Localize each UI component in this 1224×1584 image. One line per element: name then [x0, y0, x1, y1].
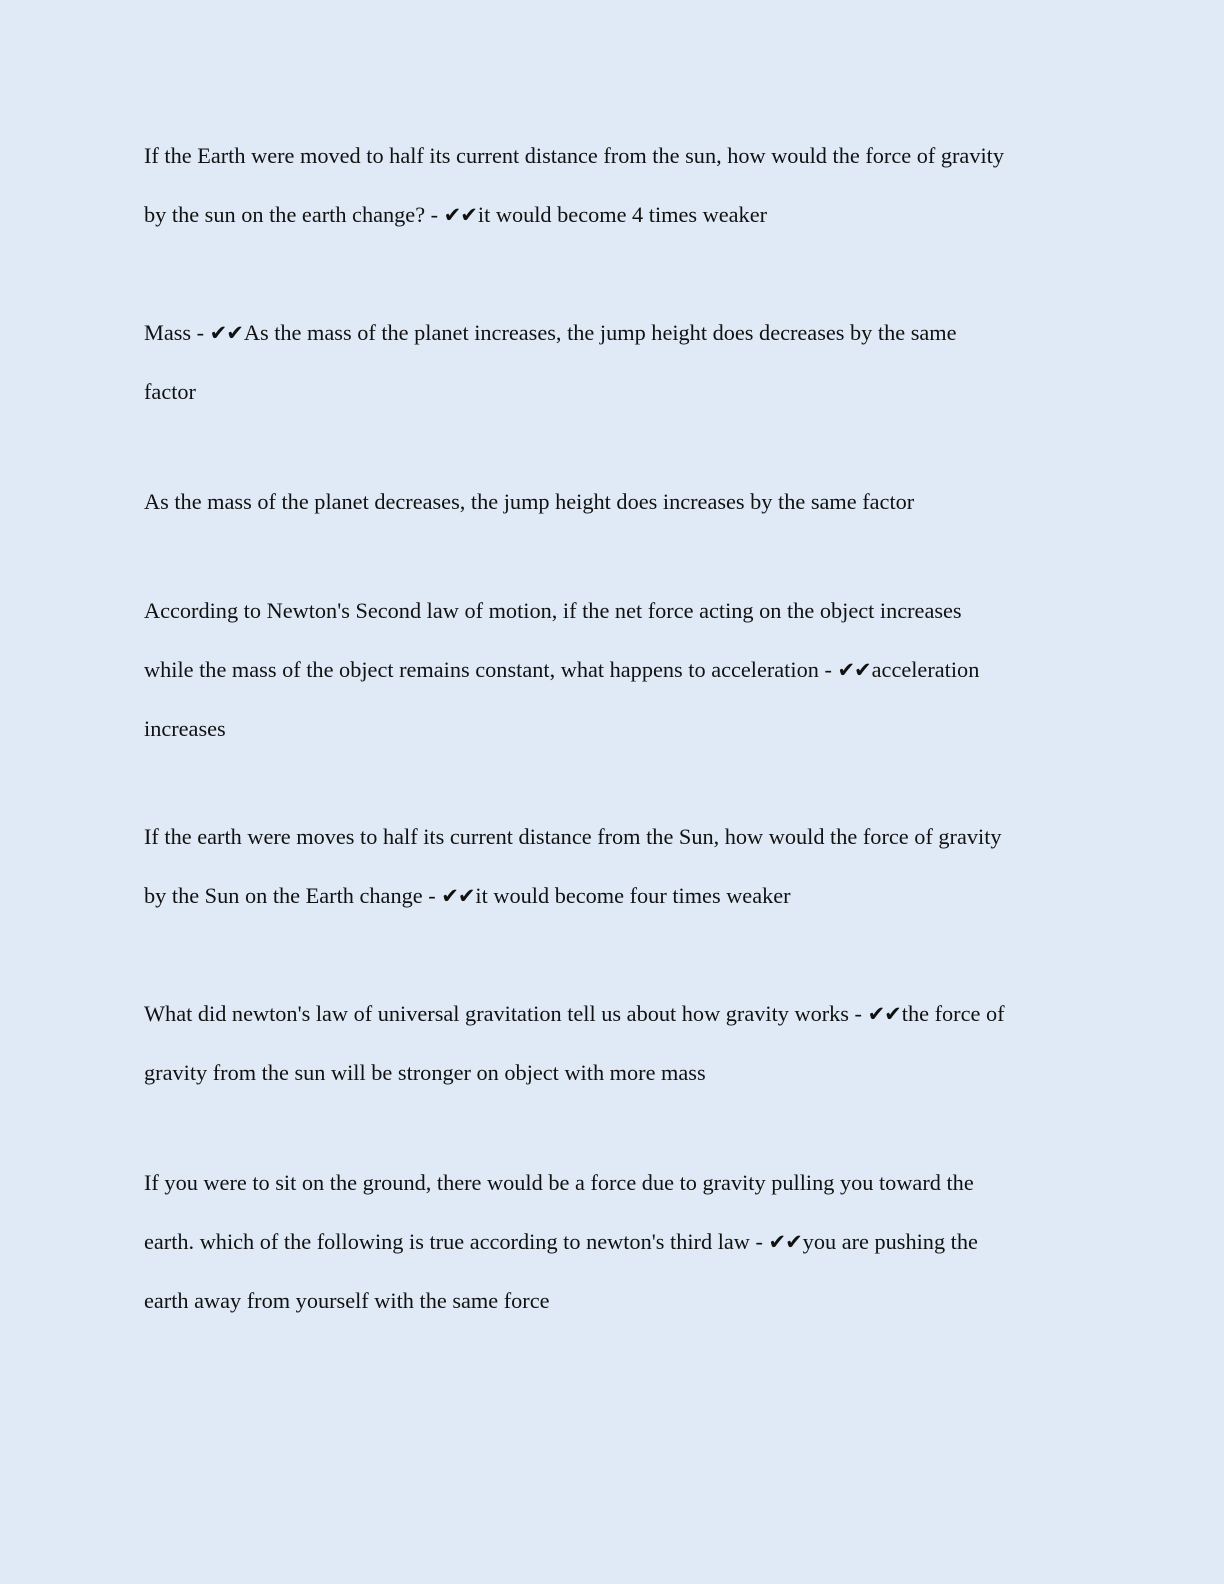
question-text: by the Sun on the Earth change - [144, 883, 442, 908]
text: gravity from the sun will be stronger on object with more mass [144, 1060, 706, 1085]
double-check-icon: ✔✔ [443, 203, 477, 227]
text: increases [144, 716, 226, 741]
text: As the mass of the planet decreases, the jump height does increases by the same factor [144, 489, 915, 514]
answer-text: it would become four times weaker [475, 883, 791, 908]
question-text: Mass - [144, 320, 210, 345]
question-text: while the mass of the object remains constant, what happens to acceleration - [144, 657, 838, 682]
qa-4-line-3 [144, 715, 226, 743]
qa-5-line-2 [144, 882, 791, 910]
qa-6-line-1 [144, 1000, 1005, 1028]
text: If the earth were moves to half its current distance from the Sun, how would the force of gravity [144, 824, 1002, 849]
qa-3-line-1 [144, 488, 914, 516]
answer-text: it would become 4 times weaker [477, 202, 768, 227]
answer-text: As the mass of the planet increases, the jump height does decreases by the same [243, 320, 957, 345]
qa-2-line-2 [144, 378, 196, 406]
double-check-icon: ✔✔ [837, 658, 871, 682]
qa-7-line-1 [144, 1169, 974, 1197]
answer-text: the force of [901, 1001, 1005, 1026]
text: earth away from yourself with the same force [144, 1288, 550, 1313]
question-text: earth. which of the following is true according to newton's third law - [144, 1229, 769, 1254]
double-check-icon: ✔✔ [867, 1002, 901, 1026]
answer-text: you are pushing the [802, 1229, 978, 1254]
double-check-icon: ✔✔ [441, 884, 475, 908]
text: factor [144, 379, 196, 404]
qa-1-question-line-1 [144, 142, 1004, 170]
text: If the Earth were moved to half its current distance from the sun, how would the force of gravity [144, 143, 1005, 168]
qa-7-line-2 [144, 1228, 978, 1256]
double-check-icon: ✔✔ [209, 321, 243, 345]
qa-7-line-3 [144, 1287, 550, 1315]
text: According to Newton's Second law of motion, if the net force acting on the object increases [144, 598, 962, 623]
qa-4-line-1 [144, 597, 962, 625]
text: If you were to sit on the ground, there would be a force due to gravity pulling you toward the [144, 1170, 974, 1195]
question-text: What did newton's law of universal gravitation tell us about how gravity works - [144, 1001, 868, 1026]
answer-text: acceleration [871, 657, 980, 682]
question-text: by the sun on the earth change? - [144, 202, 444, 227]
qa-6-line-2 [144, 1059, 706, 1087]
qa-4-line-2 [144, 656, 979, 684]
qa-1-question-line-2 [144, 201, 767, 229]
qa-5-line-1 [144, 823, 1002, 851]
double-check-icon: ✔✔ [768, 1230, 802, 1254]
qa-2-line-1 [144, 319, 957, 347]
